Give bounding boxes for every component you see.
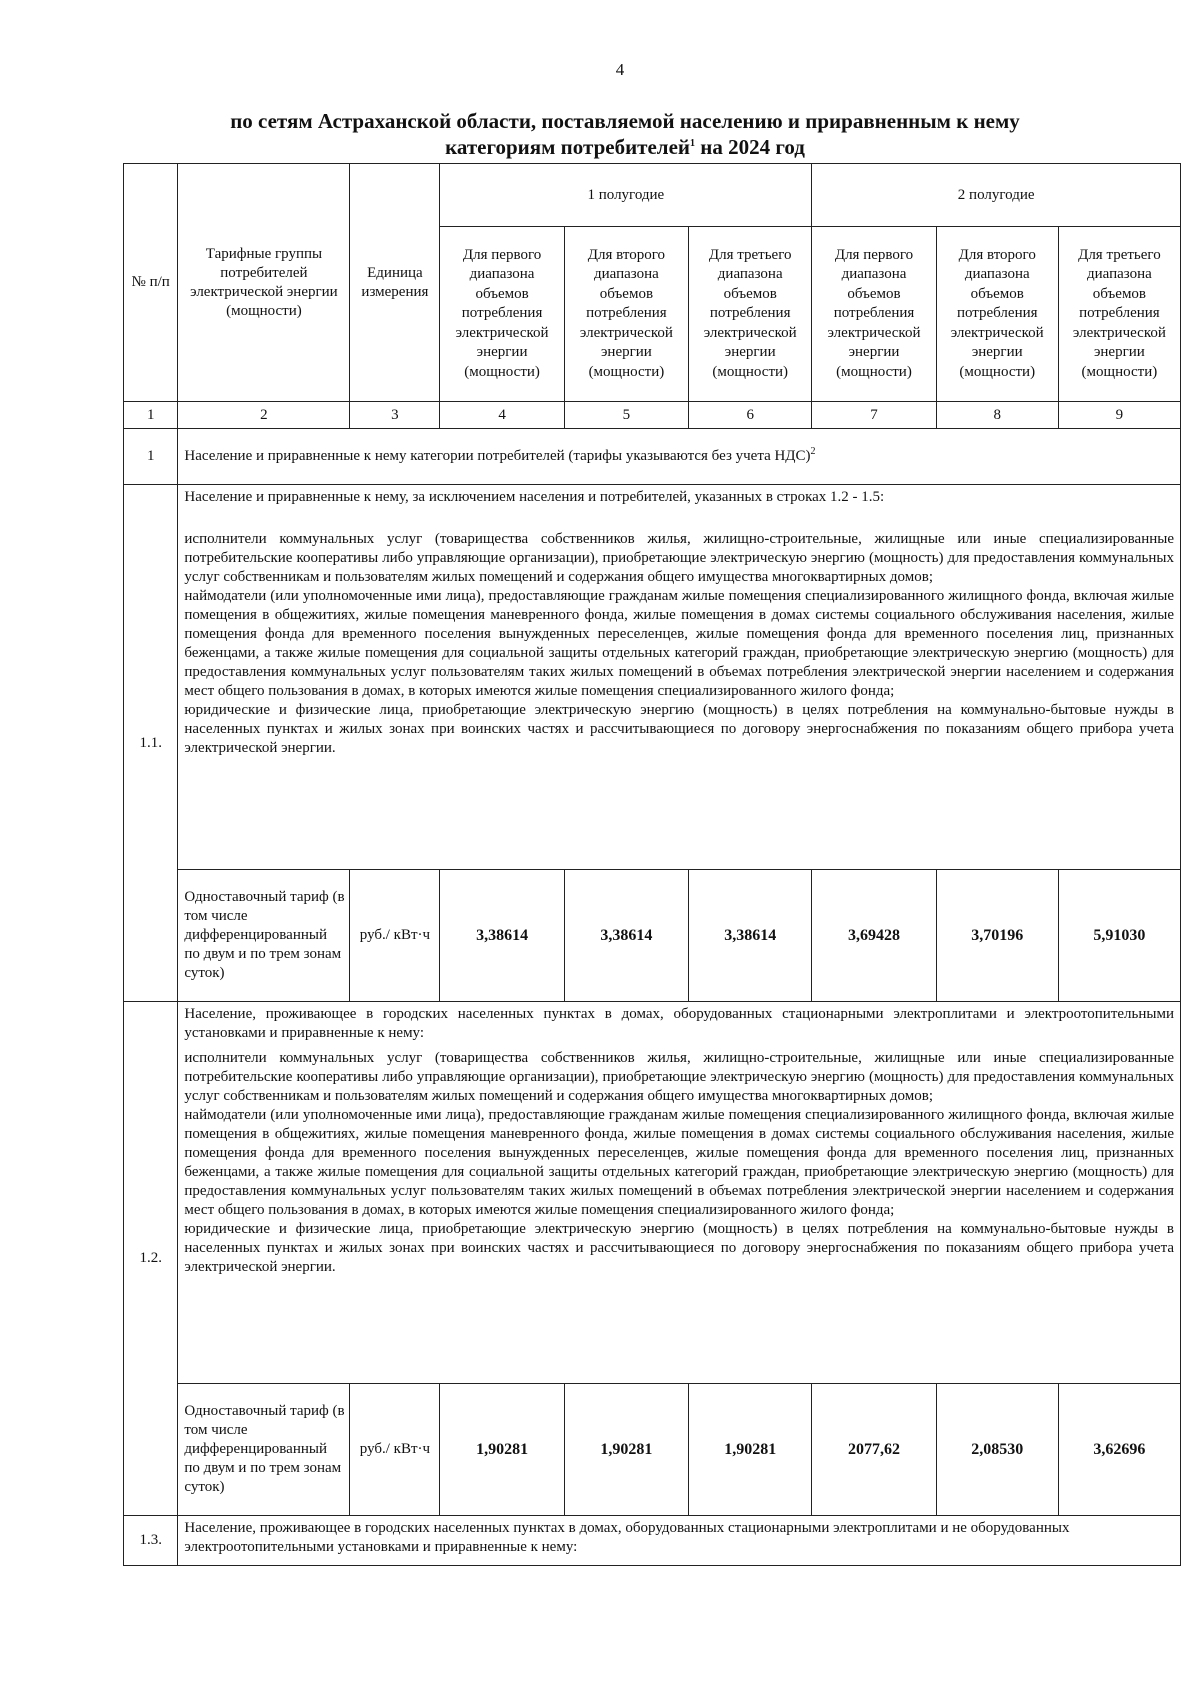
col-number: 5 bbox=[564, 402, 688, 429]
document-title bbox=[150, 108, 1100, 160]
header-num: № п/п bbox=[124, 164, 178, 402]
section-1-label: Население и приравненные к нему категории потребителей (тарифы указываются без учета НДС) bbox=[184, 448, 811, 464]
section-1-1-num: 1.1. bbox=[124, 485, 178, 1002]
header-half-1: 1 полугодие bbox=[440, 164, 812, 227]
section-1-1-intro: Население и приравненные к нему, за исключением населения и потребителей, указанных в строках 1.2 - 1.5: bbox=[184, 489, 885, 505]
section-1-1-value: 3,38614 bbox=[564, 870, 688, 1002]
section-1-1-value: 3,70196 bbox=[936, 870, 1058, 1002]
section-1-2-num: 1.2. bbox=[124, 1002, 178, 1516]
section-1-1-tariff-name: Одноставочный тариф (в том числе дифференцированный по двум и по трем зонам суток) bbox=[178, 870, 350, 1002]
header-range-6: Для третьего диапазона объемов потребления электрической энергии (мощности) bbox=[1058, 227, 1180, 402]
title-line-2-text: категориям потребителей bbox=[445, 135, 691, 159]
section-1-3-num: 1.3. bbox=[124, 1516, 178, 1566]
footnote-mark-1: 1 bbox=[690, 138, 696, 149]
col-number: 1 bbox=[124, 402, 178, 429]
section-1-row bbox=[124, 429, 1181, 485]
footnote-mark-2: 2 bbox=[810, 446, 816, 457]
section-1-2-value: 1,90281 bbox=[564, 1384, 688, 1516]
section-1-2-para-3: юридические и физические лица, приобретающие электрическую энергию (мощность) в целях потребления на коммунально-бытовые нужды в населенных пунктах и жилых зонах при воинских частях и рассчитывающиеся по договору энергоснабжения по показаниям общего прибора учета электрической энергии. bbox=[184, 1221, 1174, 1275]
col-number: 9 bbox=[1058, 402, 1180, 429]
section-1-2-unit: руб./ кВт·ч bbox=[350, 1384, 440, 1516]
col-number: 8 bbox=[936, 402, 1058, 429]
col-number: 4 bbox=[440, 402, 564, 429]
header-range-1: Для первого диапазона объемов потребления электрической энергии (мощности) bbox=[440, 227, 564, 402]
section-1-3-intro: Население, проживающее в городских населенных пунктах в домах, оборудованных стационарными электроплитами и не оборудованных электроотопительными установками и приравненные к нему: bbox=[178, 1516, 1181, 1566]
section-1-1-description bbox=[178, 485, 1181, 870]
section-1-2-value: 1,90281 bbox=[689, 1384, 812, 1516]
header-range-5: Для второго диапазона объемов потребления электрической энергии (мощности) bbox=[936, 227, 1058, 402]
title-line-2 bbox=[150, 134, 1100, 160]
header-row-halves bbox=[124, 164, 1181, 227]
page-number: 4 bbox=[615, 60, 625, 79]
section-1-1-value: 3,38614 bbox=[689, 870, 812, 1002]
section-1-3-row bbox=[124, 1516, 1181, 1566]
section-1-1-row bbox=[124, 485, 1181, 870]
header-range-4: Для первого диапазона объемов потребления электрической энергии (мощности) bbox=[812, 227, 936, 402]
section-1-2-tariff-name: Одноставочный тариф (в том числе дифференцированный по двум и по трем зонам суток) bbox=[178, 1384, 350, 1516]
section-1-1-para-3: юридические и физические лица, приобретающие электрическую энергию (мощность) в целях потребления на коммунально-бытовые нужды в населенных пунктах и жилых зонах при воинских частях и рассчитывающиеся по договору энергоснабжения по показаниям общего прибора учета электрической энергии. bbox=[184, 702, 1174, 756]
section-1-2-value: 3,62696 bbox=[1058, 1384, 1180, 1516]
header-range-3: Для третьего диапазона объемов потребления электрической энергии (мощности) bbox=[689, 227, 812, 402]
col-number: 3 bbox=[350, 402, 440, 429]
section-1-2-value: 1,90281 bbox=[440, 1384, 564, 1516]
header-range-2: Для второго диапазона объемов потребления электрической энергии (мощности) bbox=[564, 227, 688, 402]
col-number: 7 bbox=[812, 402, 936, 429]
section-1-1-tariff-row bbox=[124, 870, 1181, 1002]
section-1-1-para-1: исполнители коммунальных услуг (товарищества собственников жилья, жилищно-строительные, жилищные или иные специализированные потребительские кооперативы либо управляющие организации), приобретающие электрическую энергию (мощность) для предоставления коммунальных услуг собственникам и пользователям жилых помещений и содержания общего имущества многоквартирных домов; bbox=[184, 531, 1174, 585]
title-line-2-year: на 2024 год bbox=[695, 135, 805, 159]
col-number: 2 bbox=[178, 402, 350, 429]
section-1-2-description bbox=[178, 1002, 1181, 1384]
section-1-1-para-2: наймодатели (или уполномоченные ими лица), предоставляющие гражданам жилые помещения специализированного жилищного фонда, включая жилые помещения в общежитиях, жилые помещения маневренного фонда, жилые помещения в домах системы социального обслуживания населения, жилые помещения фонда для временного поселения вынужденных переселенцев, жилые помещения фонда для временного поселения лиц, признанных беженцами, а также жилые помещения для социальной защиты отдельных категорий граждан, приобретающие электрическую энергию (мощность) для предоставления коммунальных услуг пользователям таких жилых помещений в объемах потребления электрической энергии населением и содержания мест общего пользования в домах, в которых имеются жилые помещения специализированного жилого фонда; bbox=[184, 588, 1174, 699]
header-groups: Тарифные группы потребителей электрической энергии (мощности) bbox=[178, 164, 350, 402]
title-line-1: по сетям Астраханской области, поставляемой населению и приравненным к нему bbox=[230, 109, 1020, 133]
section-1-text bbox=[178, 429, 1181, 485]
section-1-1-value: 5,91030 bbox=[1058, 870, 1180, 1002]
col-number: 6 bbox=[689, 402, 812, 429]
section-1-2-para-2: наймодатели (или уполномоченные ими лица), предоставляющие гражданам жилые помещения специализированного жилищного фонда, включая жилые помещения в общежитиях, жилые помещения маневренного фонда, жилые помещения в домах системы социального обслуживания населения, жилые помещения фонда для временного поселения вынужденных переселенцев, жилые помещения фонда для временного поселения лиц, признанных беженцами, а также жилые помещения для социальной защиты отдельных категорий граждан, приобретающие электрическую энергию (мощность) для предоставления коммунальных услуг пользователям таких жилых помещений в объемах потребления электрической энергии населением и содержания мест общего пользования в домах, в которых имеются жилые помещения специализированного жилого фонда; bbox=[184, 1107, 1174, 1218]
column-numbers-row bbox=[124, 402, 1181, 429]
section-1-2-row bbox=[124, 1002, 1181, 1384]
header-unit: Единица измерения bbox=[350, 164, 440, 402]
section-1-1-unit: руб./ кВт·ч bbox=[350, 870, 440, 1002]
section-1-1-value: 3,38614 bbox=[440, 870, 564, 1002]
section-1-2-intro: Население, проживающее в городских населенных пунктах в домах, оборудованных стационарными электроплитами и электроотопительными установками и приравненные к нему: bbox=[184, 1006, 1174, 1041]
section-1-1-value: 3,69428 bbox=[812, 870, 936, 1002]
header-half-2: 2 полугодие bbox=[812, 164, 1181, 227]
section-1-2-value: 2077,62 bbox=[812, 1384, 936, 1516]
section-1-2-para-1: исполнители коммунальных услуг (товарищества собственников жилья, жилищно-строительные, жилищные или иные специализированные потребительские кооперативы либо управляющие организации), приобретающие электрическую энергию (мощность) для предоставления коммунальных услуг собственникам и пользователям жилых помещений и содержания общего имущества многоквартирных домов; bbox=[184, 1050, 1174, 1104]
section-1-num: 1 bbox=[124, 429, 178, 485]
section-1-2-value: 2,08530 bbox=[936, 1384, 1058, 1516]
tariff-table bbox=[123, 163, 1181, 1566]
section-1-2-tariff-row bbox=[124, 1384, 1181, 1516]
